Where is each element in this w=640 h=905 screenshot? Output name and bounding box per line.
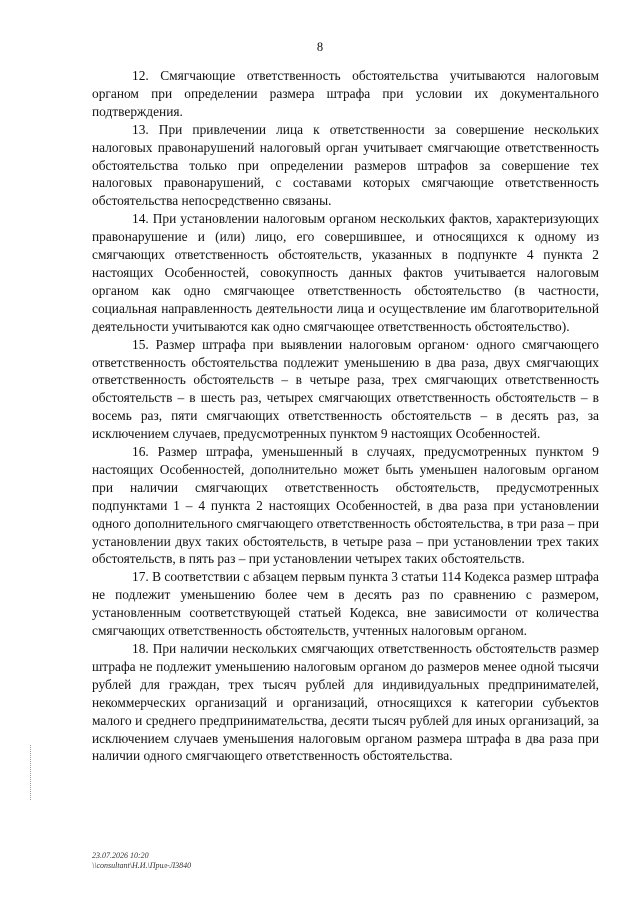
document-footer [92, 851, 191, 871]
paragraph-17: 17. В соответствии с абзацем первым пункта 3 статьи 114 Кодекса размер штрафа не подлежит уменьшению более чем в десять раз по сравнению с размером, установленным соответствующей статьей Кодекса, вне зависимости от количества смягчающих ответственность обстоятельств, учтенных налоговым органом. [92, 569, 599, 639]
paragraph-13: 13. При привлечении лица к ответственности за совершение нескольких налоговых правонарушений налоговый орган учитывает смягчающие ответственность обстоятельства только при определении размеров штрафов за совершение тех налоговых правонарушений, с составами которых смягчающие ответственность обстоятельства непосредственно связаны. [92, 121, 599, 209]
document-body [92, 67, 599, 765]
paragraph-12: 12. Смягчающие ответственность обстоятельства учитываются налоговым органом при определении размера штрафа при условии их документального подтверждения. [92, 68, 599, 119]
footer-file-path: \\consultant\Н.И.\Прил-Л3840 [92, 861, 192, 870]
paragraph-14: 14. При установлении налоговым органом нескольких фактов, характеризующих правонарушение и (или) лицо, его совершившее, и относящихся к одному из смягчающих ответственность обстоятельств, указанных в подпункте 4 пункта 2 настоящих Особенностей, совокупность данных фактов учитывается налоговым органом как одно смягчающее ответственность обстоятельство (в частности, социальная направленность деятельности лица и осуществление им благотворительной деятельности учитываются как одно смягчающее ответственность обстоятельство). [92, 211, 599, 334]
paragraph-18: 18. При наличии нескольких смягчающих ответственность обстоятельств размер штрафа не подлежит уменьшению налоговым органом до размеров менее одной тысячи рублей для граждан, трех тысяч рублей для индивидуальных предпринимателей, некоммерческих организаций и организаций, относящихся к категории субъектов малого и среднего предпринимательства, десяти тысяч рублей для иных организаций, за исключением случаев уменьшения налоговым органом размера штрафа в два раза при наличии одного смягчающего ответственность обстоятельства. [92, 641, 599, 764]
page-number: 8 [316, 40, 324, 54]
paragraph-15: 15. Размер штрафа при выявлении налоговым органом· одного смягчающего ответственность обстоятельства подлежит уменьшению в два раза, двух смягчающих ответственность обстоятельств – в четыре раза, трех смягчающих ответственность обстоятельств – в шесть раз, четырех смягчающих ответственность обстоятельств – в восемь раз, пяти смягчающих ответственность обстоятельств – в десять раз, за исключением случаев, предусмотренных пунктом 9 настоящих Особенностей. [92, 336, 599, 442]
margin-scan-mark [30, 745, 32, 800]
paragraph-16: 16. Размер штрафа, уменьшенный в случаях, предусмотренных пунктом 9 настоящих Особенностей, дополнительно может быть уменьшен налоговым органом при наличии смягчающих ответственность обстоятельств, предусмотренных подпунктами 1 – 4 пункта 2 настоящих Особенностей, в два раза при установлении одного дополнительного смягчающего ответственность обстоятельства, в три раза – при установлении двух таких обстоятельств, в четыре раза – при установлении трех таких обстоятельств, в пять раз – при установлении четырех таких обстоятельств. [92, 444, 599, 567]
footer-timestamp: 23.07.2026 10:20 [92, 851, 149, 860]
